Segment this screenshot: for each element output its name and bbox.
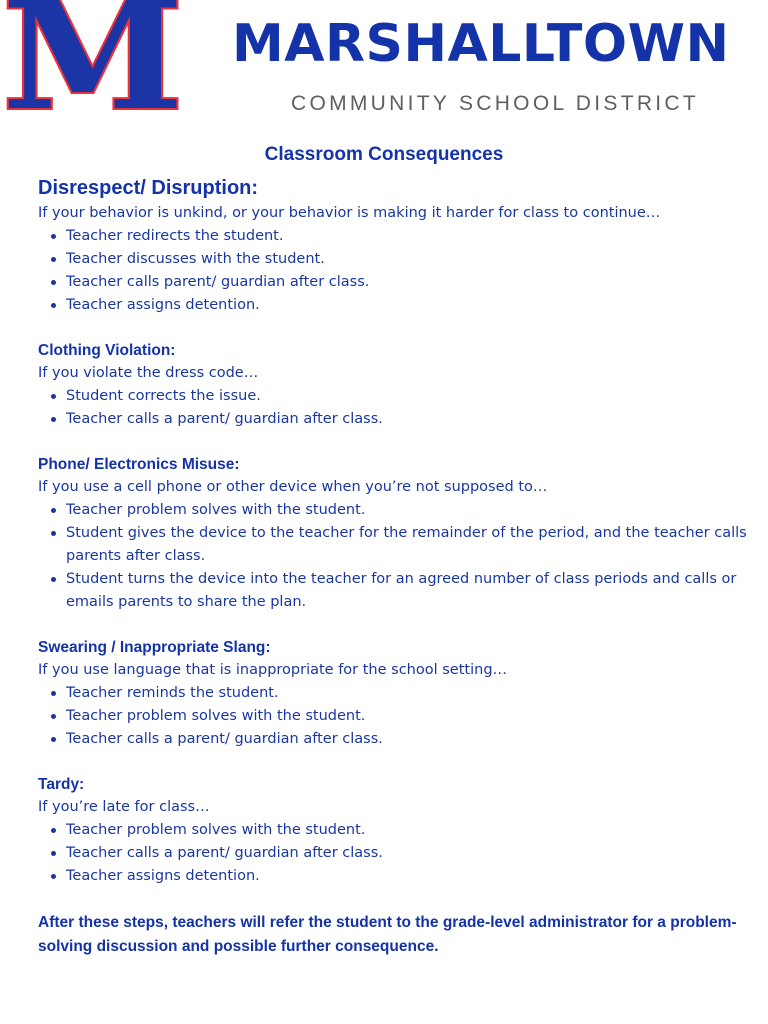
list-item: Teacher problem solves with the student. <box>66 819 753 842</box>
district-name: MARSHALLTOWN <box>232 14 730 74</box>
section-intro: If you use language that is inappropriate for the school setting… <box>38 662 508 678</box>
list-item: Student corrects the issue. <box>66 385 753 408</box>
section-swearing <box>38 637 753 751</box>
section-clothing <box>38 340 753 431</box>
section-tardy <box>38 774 753 888</box>
list-item: Teacher redirects the student. <box>66 225 753 248</box>
district-subtitle: COMMUNITY SCHOOL DISTRICT <box>291 92 700 115</box>
list-item: Teacher reminds the student. <box>66 682 753 705</box>
section-heading: Disrespect/ Disruption: <box>38 177 259 199</box>
list-item: Teacher calls a parent/ guardian after class. <box>66 408 753 431</box>
list-item: Student gives the device to the teacher for the remainder of the period, and the teacher calls parents after class. <box>66 522 753 568</box>
section-intro: If you’re late for class… <box>38 799 210 815</box>
section-intro: If you use a cell phone or other device when you’re not supposed to… <box>38 479 548 495</box>
consequences-content <box>38 174 753 958</box>
consequence-list <box>38 499 753 614</box>
section-heading: Clothing Violation: <box>38 342 176 359</box>
page-title: Classroom Consequences <box>264 144 504 165</box>
logo-letter: M <box>2 0 184 113</box>
list-item: Teacher calls parent/ guardian after class. <box>66 271 753 294</box>
list-item: Teacher assigns detention. <box>66 294 753 317</box>
section-intro: If your behavior is unkind, or your behavior is making it harder for class to continue… <box>38 205 661 221</box>
list-item: Teacher discusses with the student. <box>66 248 753 271</box>
list-item: Teacher problem solves with the student. <box>66 705 753 728</box>
consequence-list <box>38 819 753 888</box>
list-item: Teacher calls a parent/ guardian after class. <box>66 842 753 865</box>
section-heading: Phone/ Electronics Misuse: <box>38 456 240 473</box>
list-item: Teacher assigns detention. <box>66 865 753 888</box>
list-item: Teacher problem solves with the student. <box>66 499 753 522</box>
closing-statement: After these steps, teachers will refer the student to the grade-level administrator for a problem-solving discussion and possible further consequence. <box>38 914 737 955</box>
consequence-list <box>38 385 753 431</box>
list-item: Teacher calls a parent/ guardian after class. <box>66 728 753 751</box>
section-disrespect <box>38 174 753 317</box>
section-intro: If you violate the dress code… <box>38 365 259 381</box>
section-heading: Swearing / Inappropriate Slang: <box>38 639 271 656</box>
section-phone <box>38 454 753 614</box>
district-logo <box>0 0 186 113</box>
section-heading: Tardy: <box>38 776 85 793</box>
list-item: Student turns the device into the teacher for an agreed number of class periods and calls or emails parents to share the plan. <box>66 568 753 614</box>
consequence-list <box>38 225 753 317</box>
consequence-list <box>38 682 753 751</box>
